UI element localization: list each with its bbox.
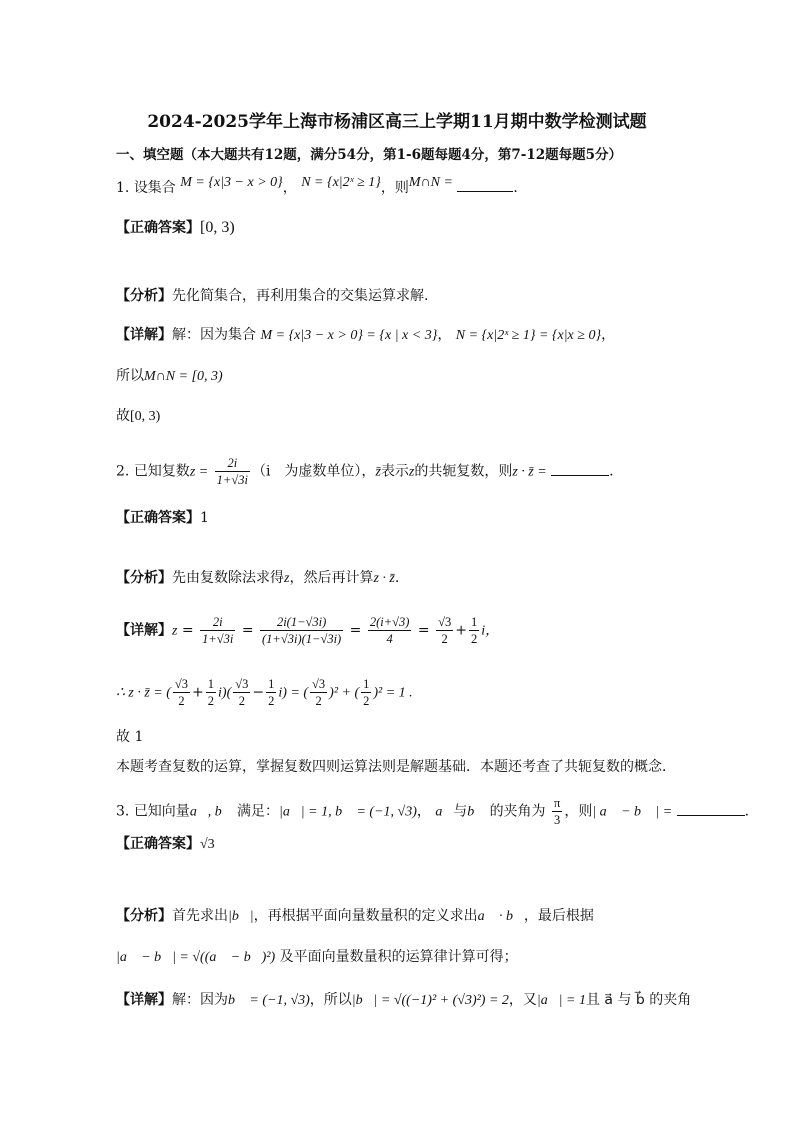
z-symbol: z	[284, 571, 290, 586]
fraction-denominator: 1+√3i	[202, 632, 234, 646]
product-fraction-4	[266, 676, 276, 709]
question-number: 2.	[116, 463, 130, 480]
answer-blank	[551, 463, 609, 476]
detail-text: 解：因为集合	[172, 327, 256, 343]
detail-fraction-4	[436, 614, 453, 647]
z-symbol: z	[172, 623, 178, 639]
fraction-numerator: √3	[174, 677, 189, 691]
detail-set-n: N = {x|2ˣ ≥ 1} = {x|x ≥ 0}	[455, 328, 602, 343]
final-1	[116, 406, 160, 427]
detail-text: ，又	[508, 992, 537, 1008]
question-text: ，则	[380, 180, 409, 196]
fraction-numerator: √3	[438, 615, 452, 629]
page-title: 2024-2025学年上海市杨浦区高三上学期11月期中数学检测试题	[147, 112, 647, 132]
fraction-denominator: 2	[363, 694, 370, 708]
z-bar: z̄	[375, 464, 381, 480]
analysis-1	[116, 286, 428, 306]
fraction-numerator: √3	[312, 677, 326, 691]
dot-product: a⃗ · b⃗	[477, 909, 524, 924]
comma: ，	[416, 803, 431, 820]
vector-names: a⃗, b⃗	[189, 804, 233, 820]
fraction-numerator: 1	[207, 677, 215, 691]
period: .	[744, 803, 750, 820]
final-2: 故 1	[116, 729, 144, 745]
fraction-denominator: 3	[554, 813, 561, 827]
product-lhs: ∴ z · z̄ = (	[116, 685, 171, 701]
analysis-label: 【分析】	[116, 570, 172, 586]
z-lhs: z =	[189, 464, 209, 480]
period: ．	[513, 180, 528, 196]
fraction-denominator: 2	[207, 694, 215, 708]
detail-text: 且 a⃗ 与 b⃗ 的夹角	[585, 992, 692, 1008]
fraction-numerator: 1	[363, 677, 370, 691]
angle-fraction	[552, 795, 562, 828]
answer-3	[116, 834, 215, 855]
fraction-denominator: 4	[386, 632, 393, 646]
comma: ，	[282, 180, 297, 196]
answer-value: [0, 3)	[200, 219, 235, 236]
question-text: ，则	[564, 803, 593, 820]
question-2	[116, 455, 614, 488]
fraction-numerator: 1	[268, 677, 275, 691]
analysis-expression: z · z̄	[373, 571, 395, 586]
difference-expression: | a⃗ − b⃗ | =	[592, 804, 673, 820]
fraction-numerator: √3	[235, 677, 249, 691]
question-text: 表示	[380, 463, 409, 480]
detail-label: 【详解】	[116, 622, 172, 639]
analysis-3	[116, 906, 594, 927]
question-number: 1.	[116, 180, 130, 196]
analysis-text: 首先求出	[172, 908, 228, 924]
detail-label: 【详解】	[116, 992, 172, 1008]
fraction-numerator: π	[554, 796, 561, 810]
fraction-numerator: 2i	[200, 614, 235, 631]
answer-value: 1	[200, 510, 209, 526]
question-text: 的夹角为	[489, 803, 546, 820]
question-1	[116, 175, 528, 199]
detail-tail: i，	[481, 623, 500, 639]
fraction-denominator: 2	[315, 694, 322, 708]
fraction-denominator: 2	[238, 694, 245, 708]
answer-blank	[677, 803, 745, 816]
answer-2	[116, 508, 209, 528]
fraction-denominator: 2	[268, 694, 275, 708]
product-fraction-1	[173, 676, 190, 709]
detail-fraction-5	[469, 614, 479, 647]
question-text: 满足：	[237, 803, 280, 820]
detail-abs-b: |b⃗| = √((−1)² + (√3)²) = 2	[351, 993, 509, 1008]
detail-fraction-2	[260, 614, 343, 647]
question-text: 设集合	[133, 180, 176, 196]
detail-vector-b: b⃗ = (−1, √3)	[228, 993, 310, 1008]
vector-a: a⃗	[435, 804, 454, 820]
fraction-denominator: 2	[441, 632, 448, 646]
formula: |a⃗ − b⃗| = √((a⃗ − b⃗)²)	[116, 950, 276, 965]
product-mid-2: )² + (	[329, 685, 360, 701]
intersection-expression: M∩N =	[408, 175, 453, 190]
detail-text: ，所以	[309, 992, 352, 1008]
detail-text: 解：因为	[172, 992, 228, 1008]
fraction-numerator: 2i(1−√3i)	[260, 614, 343, 631]
answer-label: 【正确答案】	[116, 836, 200, 852]
detail-fraction-1	[200, 614, 235, 647]
answer-blank	[457, 179, 513, 192]
product-mid: i) = (	[278, 685, 309, 701]
detail-3	[116, 990, 691, 1011]
question-number: 3.	[116, 803, 130, 820]
so-label: 故	[116, 408, 130, 424]
product-fraction-6	[361, 676, 371, 709]
final-value: [0, 3)	[130, 409, 161, 424]
set-n-expression: N = {x|2ˣ ≥ 1}	[301, 175, 381, 190]
answer-label: 【正确答案】	[116, 220, 200, 236]
product-expression: z · z̄ =	[512, 464, 547, 480]
z-fraction	[215, 455, 250, 488]
conclusion-text: 所以	[116, 368, 144, 384]
analysis-label: 【分析】	[116, 288, 172, 304]
question-text: 与	[453, 803, 468, 820]
set-m-expression: M = {x|3 − x > 0}	[180, 175, 283, 190]
fraction-numerator: 2(i+√3)	[369, 615, 410, 629]
answer-label: 【正确答案】	[116, 510, 200, 526]
detail-label: 【详解】	[116, 327, 172, 343]
product-fraction-3	[233, 676, 250, 709]
product-end: )² = 1 .	[373, 685, 413, 701]
remark-2: 本题考查复数的运算，掌握复数四则运算法则是解题基础．本题还考查了共轭复数的概念．	[116, 759, 676, 775]
question-text: 已知向量	[133, 803, 190, 820]
question-3	[116, 795, 749, 828]
analysis-text: ，最后根据	[523, 908, 594, 924]
detail-set-m: M = {x|3 − x > 0} = {x | x < 3}	[260, 328, 438, 343]
fraction-numerator: 1	[470, 615, 478, 629]
analysis-2	[116, 568, 399, 589]
analysis-3-line-2	[116, 947, 518, 968]
detail-2: 【详解】z = $\frac{2i}{1+√3i}$ = $\frac{2i(1-√3i)}{(1+√3i)(1-√3i)}$ = $\frac{2(i+√3)}{4}$ = $\frac{√3}{2}$ + $\frac{1}{2}$ i，	[116, 615, 500, 646]
vector-condition: |a⃗| = 1, b⃗ = (−1, √3)	[279, 804, 417, 820]
conclusion-1	[116, 366, 223, 387]
answer-value: √3	[200, 837, 215, 852]
product-fraction-2	[206, 676, 216, 709]
product-fraction-5	[310, 676, 327, 709]
question-text: 已知复数	[133, 463, 190, 480]
detail-1: 【详解】解：因为集合 M = {x|3 − x > 0} = {x | x < 3}， N = {x|2ˣ ≥ 1} = {x|x ≥ 0}，	[116, 327, 616, 343]
detail-fraction-3	[368, 614, 412, 647]
fraction-denominator: 1+√3i	[216, 473, 248, 487]
fraction-denominator: (1+√3i)(1−√3i)	[262, 632, 342, 646]
period: .	[609, 463, 614, 480]
analysis-text: ，然后再计算	[289, 570, 374, 586]
fraction-denominator: 2	[470, 632, 478, 646]
detail-2-line-2: ∴ z · z̄ = ( $\frac{√3}{2}$ + $\frac{1}{2}$ i)( $\frac{√3}{2}$ − $\frac{1}{2}$ i) = ( $\frac{√3}{2}$ )² + ( $\frac{1}{2}$ )² = 1 .	[116, 677, 413, 708]
analysis-label: 【分析】	[116, 908, 172, 924]
answer-1	[116, 218, 235, 238]
section-heading: 一、填空题（本大题共有12题，满分54分，第1-6题每题4分，第7-12题每题5分）	[116, 147, 623, 163]
analysis-text: 先由复数除法求得	[172, 570, 284, 586]
detail-abs-a: |a⃗| = 1	[536, 993, 586, 1008]
conclusion-expression: M∩N = [0, 3)	[144, 369, 223, 384]
formula-tail: 及平面向量数量积的运算律计算可得；	[279, 949, 518, 965]
question-text: （i 为虚数单位），	[251, 463, 376, 480]
question-text: 的共轭复数，则	[414, 463, 513, 480]
fraction-denominator: 2	[178, 694, 185, 708]
fraction-numerator: 2i	[215, 455, 250, 472]
vector-b: b⃗	[467, 804, 486, 820]
period: .	[394, 570, 400, 586]
z-symbol: z	[408, 464, 415, 480]
analysis-text: 先化简集合，再利用集合的交集运算求解.	[172, 288, 429, 304]
analysis-text: ，再根据平面向量数量积的定义求出	[253, 908, 478, 924]
abs-b: |b⃗|	[228, 909, 254, 924]
